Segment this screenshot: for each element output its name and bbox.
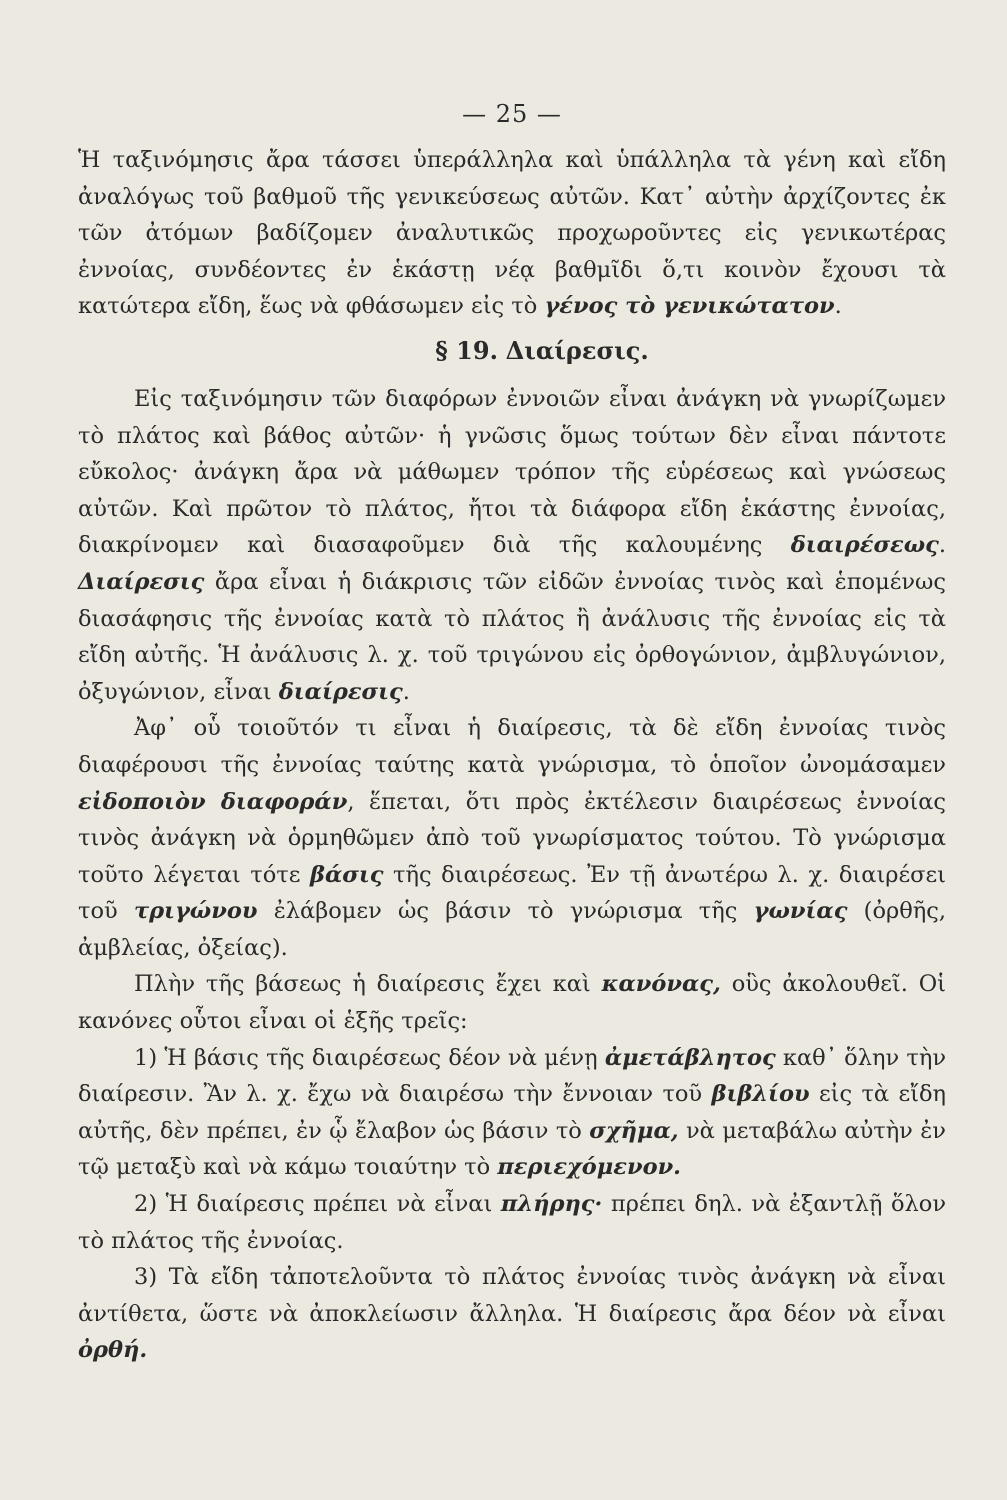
emphasis-text: διαίρεσις [278,678,403,705]
rule-3 [78,1259,946,1369]
text-run: ἐλάβομεν ὡς βάσιν τὸ γνώρισμα τῆς [257,898,754,925]
text-run: . [938,532,946,559]
emphasis-text: τριγώνου [133,898,258,925]
emphasis-text: διαιρέσεως [790,532,939,559]
text-run: πρέπει δηλ. νὰ ἐξαντλῇ ὅλον τὸ πλάτος τῆς ἐννοίας. [78,1191,946,1254]
section-heading [78,331,946,371]
section-number: § 19. [435,335,498,365]
text-run: (ὀρθῆς, ἀμβλείας, ὀξείας). [78,898,947,961]
text-run: . [834,293,842,320]
text-run: εἰς τὰ εἴδη αὐτῆς, δὲν πρέπει, ἐν ᾧ ἔλαβον ὡς βάσιν τὸ [78,1081,946,1144]
emphasis-text: Διαίρεσις [78,568,205,595]
emphasis-text: σχῆμα, [589,1117,679,1144]
text-run: οὓς ἀκολουθεῖ. Οἱ κανόνες οὗτοι εἶναι οἱ ἑξῆς τρεῖς: [78,971,946,1035]
emphasis-text: περιεχόμενον. [497,1154,682,1181]
emphasis-text: κανόνας, [601,971,721,998]
page-number: — 25 — [462,100,562,128]
text-run: 2) Ἡ διαίρεσις πρέπει νὰ εἶναι [134,1191,501,1218]
emphasis-text: πλήρης· [500,1191,603,1218]
text-run: , ἕπεται, ὅτι πρὸς ἐκτέλεσιν διαιρέσεως ἐννοίας τινὸς ἀνάγκη νὰ ὁρμηθῶμεν ἀπὸ τοῦ γνωρίσματος τούτου. Τὸ γνώρισμα τοῦτο λέγεται τότε [78,788,946,888]
text-run: Εἰς ταξινόμησιν τῶν διαφόρων ἐννοιῶν εἶναι ἀνάγκη νὰ γνωρίζωμεν τὸ πλάτος καὶ βάθος αὐτῶν· ἡ γνῶσις ὅμως τούτων δὲν εἶναι πάντοτε εὔκολος· ἀνάγκη ἄρα νὰ μάθωμεν τρόπον τῆς εὑρέσεως καὶ γνώσεως αὐτῶν. Καὶ πρῶτον τὸ πλάτος, ἤτοι τὰ διάφορα εἴδη ἑκάστης ἐννοίας, διακρίνομεν καὶ διασαφοῦμεν διὰ τῆς καλουμένης [78,385,946,559]
text-run: καθ᾽ ὅλην τὴν διαίρεσιν. Ἂν λ. χ. ἔχω νὰ διαιρέσω τὴν ἔννοιαν τοῦ [78,1044,946,1108]
text-run: τῆς διαιρέσεως. Ἐν τῇ ἀνωτέρω λ. χ. διαιρέσει τοῦ [78,861,946,925]
page-content [78,100,946,1369]
text-run: 1) Ἡ βάσις τῆς διαιρέσεως δέον νὰ μένῃ [134,1044,605,1071]
text-run: ἄρα εἶναι ἡ διάκρισις τῶν εἰδῶν ἐννοίας τινὸς καὶ ἑπομένως διασάφησις τῆς ἐννοίας κατὰ τὸ πλάτος ἢ ἀνάλυσις τῆς ἐννοίας εἰς τὰ εἴδη αὐτῆς. Ἡ ἀνάλυσις λ. χ. τοῦ τριγώνου εἰς ὀρθογώνιον, ἀμβλυγώνιον, ὀξυγώνιον, εἶναι [78,568,946,705]
emphasis-text: εἰδοποιὸν διαφοράν [78,788,348,815]
emphasis-text: βάσις [310,861,384,888]
text-run: Ἀφ᾽ οὗ τοιοῦτόν τι εἶναι ἡ διαίρεσις, τὰ δὲ εἴδη ἐννοίας τινὸς διαφέρουσι τῆς ἐννοίας ταύτης κατὰ γνώρισμα, τὸ ὁποῖον ὠνομάσαμεν [78,715,946,778]
text-run: 3) Τὰ εἴδη τἀποτελοῦντα τὸ πλάτος ἐννοίας τινὸς ἀνάγκη νὰ εἶναι ἀντίθετα, ὥστε νὰ ἀποκλείωσιν ἄλληλα. Ἡ διαίρεσις ἄρα δέον νὰ εἶναι [78,1264,946,1327]
paragraph-division-definition [78,381,946,710]
text-run: Ἡ ταξινόμησις ἄρα τάσσει ὑπεράλληλα καὶ ὑπάλληλα τὰ γένη καὶ εἴδη ἀναλόγως τοῦ βαθμοῦ τῆς γενικεύσεως αὐτῶν. Κατ᾽ αὐτὴν ἀρχίζοντες ἐκ τῶν ἀτόμων βαδίζομεν ἀναλυτικῶς προχωροῦντες εἰς γενικωτέρας ἐννοίας, συνδέοντες ἐν ἑκάστῃ νέᾳ βαθμῖδι ὅ,τι κοινὸν ἔχουσι τὰ κατώτερα εἴδη, ἕως νὰ φθάσωμεν εἰς τὸ [78,147,946,320]
emphasis-text: γωνίας [753,898,848,925]
paragraph-division-basis [78,710,946,966]
paragraph-classification [78,142,946,325]
section-title: Διαίρεσις. [505,335,649,365]
rule-1 [78,1040,946,1186]
emphasis-text: βιβλίου [711,1081,810,1108]
emphasis-text: ὀρθή. [78,1337,148,1364]
emphasis-text: γένος τὸ γενικώτατον [544,293,835,320]
text-run: Πλὴν τῆς βάσεως ἡ διαίρεσις ἔχει καὶ [134,971,602,998]
paragraph-rules-intro [78,966,946,1039]
rule-2 [78,1186,946,1259]
emphasis-text: ἀμετάβλητος [604,1044,776,1071]
text-run: . [402,678,410,705]
text-run: νὰ μεταβάλω αὐτὴν ἐν τῷ μεταξὺ καὶ νὰ κάμω τοιαύτην τὸ [78,1117,946,1181]
